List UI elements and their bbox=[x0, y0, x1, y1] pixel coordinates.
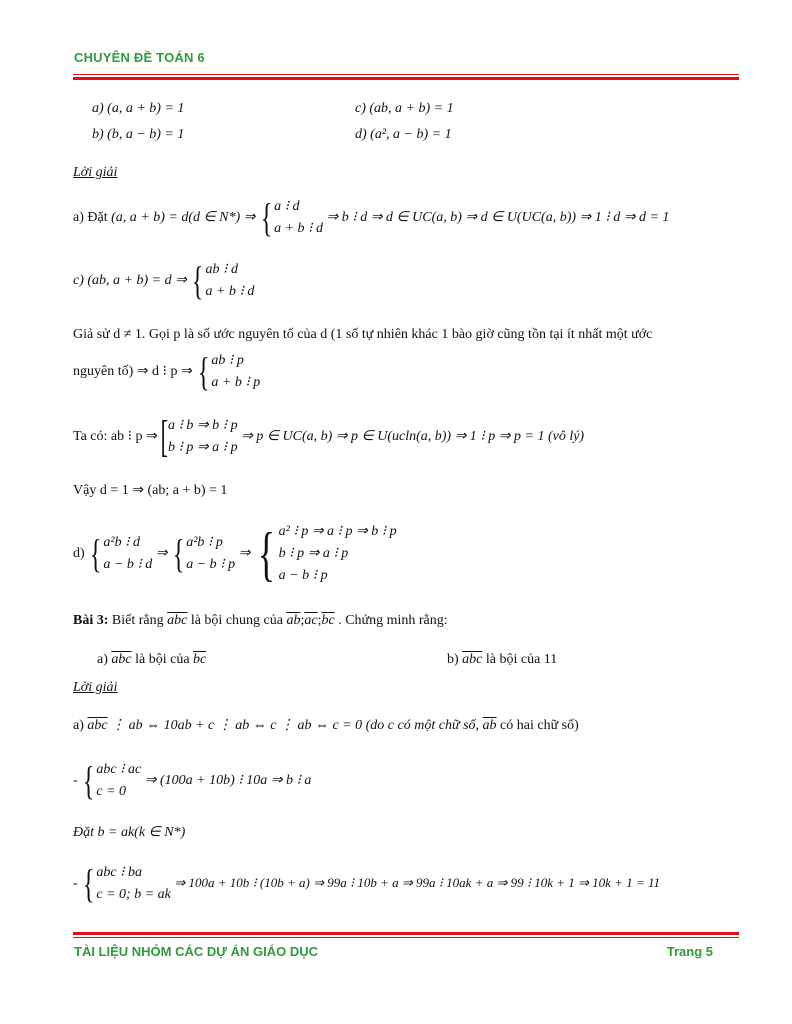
bracket-icon: [ bbox=[160, 412, 169, 461]
brace-icon: { bbox=[260, 195, 273, 240]
solution-a bbox=[73, 196, 669, 240]
system-row: b ⁝ p ⇒ a ⁝ p bbox=[167, 440, 238, 455]
system-row: a − b ⁝ p bbox=[278, 568, 328, 583]
system-row: a − b ⁝ d bbox=[103, 557, 153, 572]
solution-a-system bbox=[259, 196, 323, 240]
item-d: d) (a², a − b) = 1 bbox=[355, 127, 452, 142]
separator: ; bbox=[300, 613, 305, 628]
system-row: a²b ⁝ p bbox=[186, 535, 223, 550]
system-row: a² ⁝ p ⇒ a ⁝ p ⇒ b ⁝ p bbox=[278, 524, 397, 539]
system-row: c = 0; b = ak bbox=[96, 887, 171, 902]
solution-d-system-1 bbox=[88, 532, 152, 576]
problem-3-statement bbox=[73, 613, 448, 629]
solution-d-prefix: d) bbox=[73, 546, 85, 562]
footer-rule-thin bbox=[73, 937, 739, 938]
taco-rest: ⇒ p ∈ UC(a, b) ⇒ p ∈ U(ucln(a, b)) ⇒ 1 ⁝ p ⇒ p = 1 (vô lý) bbox=[241, 429, 585, 445]
separator: ; bbox=[317, 613, 322, 628]
problem-3-question-a bbox=[97, 652, 206, 668]
solution-a-start: (a, a + b) = d(d ∈ N*) ⇒ bbox=[111, 210, 256, 226]
footer-rule-thick bbox=[73, 932, 739, 935]
taco-line bbox=[73, 412, 585, 461]
arrow-symbol: ⇒ bbox=[238, 546, 251, 562]
system-row: a + b ⁝ p bbox=[211, 375, 261, 390]
brace-icon: { bbox=[198, 349, 210, 394]
solution-c-system bbox=[190, 259, 254, 303]
problem-3-mid: là bội chung của bbox=[190, 613, 283, 628]
solution-2-a-text: ⋮ ab ⇔ 10ab + c ⋮ ab ⇔ c ⋮ ab ⇔ c = 0 (do c có một chữ số, bbox=[111, 718, 480, 733]
brace-icon: { bbox=[172, 531, 185, 576]
bc-overline: $\overline{bc}$ bbox=[193, 652, 207, 667]
brace-icon: { bbox=[83, 758, 95, 803]
assumption-line2 bbox=[73, 350, 260, 394]
solution-d-system-3 bbox=[254, 521, 397, 587]
question-a-prefix: a) bbox=[97, 652, 108, 667]
arrow-symbol: ⇒ bbox=[155, 546, 168, 562]
solution-c bbox=[73, 259, 254, 303]
solution-2-line-a bbox=[73, 717, 579, 734]
taco-start: Ta có: ab ⁝ p ⇒ bbox=[73, 429, 158, 445]
system-row: a ⁝ d bbox=[274, 199, 300, 214]
brace-icon: { bbox=[257, 521, 275, 587]
solution-a-prefix: a) Đặt bbox=[73, 210, 108, 226]
set-k-line: Đặt b = ak(k ∈ N*) bbox=[73, 825, 186, 840]
brace-icon: { bbox=[83, 861, 95, 906]
system-row: a + b ⁝ d bbox=[274, 221, 324, 236]
solution-2-a-end: có hai chữ số) bbox=[500, 718, 579, 733]
question-b-mid: là bội của 11 bbox=[485, 652, 558, 667]
header-rule-thick bbox=[73, 77, 739, 80]
taco-system bbox=[160, 412, 238, 461]
page-header-title: CHUYÊN ĐỀ TOÁN 6 bbox=[74, 50, 205, 65]
solution-2-a-prefix: a) bbox=[73, 718, 84, 733]
assumption-line2-text: nguyên tố) ⇒ d ⁝ p ⇒ bbox=[73, 364, 193, 380]
brace-icon: { bbox=[192, 258, 204, 303]
ab-overline: $\overline{ab}$ bbox=[482, 718, 497, 733]
solution-a-rest: ⇒ b ⁝ d ⇒ d ∈ UC(a, b) ⇒ d ∈ U(UC(a, b)) ⇒ 1 ⁝ d ⇒ d = 1 bbox=[326, 210, 670, 226]
conclusion-line: Vậy d = 1 ⇒ (ab; a + b) = 1 bbox=[73, 483, 228, 498]
abc-overline: $\overline{abc}$ bbox=[87, 718, 108, 733]
solution-2-system-2 bbox=[73, 862, 660, 906]
solution-2-label: Lời giải bbox=[73, 680, 118, 695]
assumption-text: Giả sử d ≠ 1. Gọi p là số ước nguyên tố của d (1 số tự nhiên khác 1 bào giờ cũng tồn tại ít nhất một ước bbox=[73, 327, 653, 342]
dash: - bbox=[73, 876, 78, 892]
bc-overline: $\overline{bc}$ bbox=[321, 613, 335, 628]
system-row: a − b ⁝ p bbox=[186, 557, 236, 572]
solution-2-system-1 bbox=[73, 759, 311, 803]
problem-3-question-b bbox=[447, 652, 557, 668]
item-b: b) (b, a − b) = 1 bbox=[92, 127, 185, 142]
ac-overline: $\overline{ac}$ bbox=[304, 613, 318, 628]
brace-icon: { bbox=[90, 531, 102, 576]
item-c: c) (ab, a + b) = 1 bbox=[355, 101, 454, 116]
system-block bbox=[81, 759, 141, 803]
system-row: ab ⁝ d bbox=[205, 262, 238, 277]
system-row: a²b ⁝ d bbox=[103, 535, 141, 550]
system-row: c = 0 bbox=[96, 784, 127, 799]
system-row: abc ⁝ ba bbox=[96, 865, 143, 880]
problem-3-pre: Biết rằng bbox=[111, 613, 164, 628]
abc-overline: $\overline{abc}$ bbox=[167, 613, 188, 628]
abc-overline: $\overline{abc}$ bbox=[111, 652, 132, 667]
solution-label: Lời giải bbox=[73, 165, 118, 180]
solution-c-start: c) (ab, a + b) = d ⇒ bbox=[73, 273, 187, 289]
system-row: ab ⁝ p bbox=[211, 353, 244, 368]
system-row: a + b ⁝ d bbox=[205, 284, 255, 299]
problem-3-end: . Chứng minh rằng: bbox=[338, 613, 448, 628]
footer-page-number: Trang 5 bbox=[666, 944, 713, 959]
item-a: a) (a, a + b) = 1 bbox=[92, 101, 185, 116]
system-row: abc ⁝ ac bbox=[96, 762, 142, 777]
assumption-system bbox=[196, 350, 260, 394]
question-a-mid: là bội của bbox=[135, 652, 190, 667]
footer-left-text: TÀI LIỆU NHÓM CÁC DỰ ÁN GIÁO DỤC bbox=[74, 944, 319, 959]
header-rule-thin bbox=[73, 74, 739, 75]
system-2-rest: ⇒ 100a + 10b ⁝ (10b + a) ⇒ 99a ⁝ 10b + a ⇒ 99a ⁝ 10ak + a ⇒ 99 ⁝ 10k + 1 ⇒ 10k + 1 = 11 bbox=[174, 875, 661, 891]
ab-overline: $\overline{ab}$ bbox=[286, 613, 301, 628]
dash: - bbox=[73, 773, 78, 789]
solution-d-system-2 bbox=[171, 532, 235, 576]
abc-overline: $\overline{abc}$ bbox=[462, 652, 483, 667]
system-row: a ⁝ b ⇒ b ⁝ p bbox=[167, 418, 238, 433]
solution-d bbox=[73, 521, 397, 587]
question-b-prefix: b) bbox=[447, 652, 459, 667]
system-row: b ⁝ p ⇒ a ⁝ p bbox=[278, 546, 349, 561]
problem-3-title: Bài 3: bbox=[73, 613, 109, 628]
system-1-rest: ⇒ (100a + 10b) ⁝ 10a ⇒ b ⁝ a bbox=[144, 773, 312, 789]
system-block bbox=[81, 862, 171, 906]
